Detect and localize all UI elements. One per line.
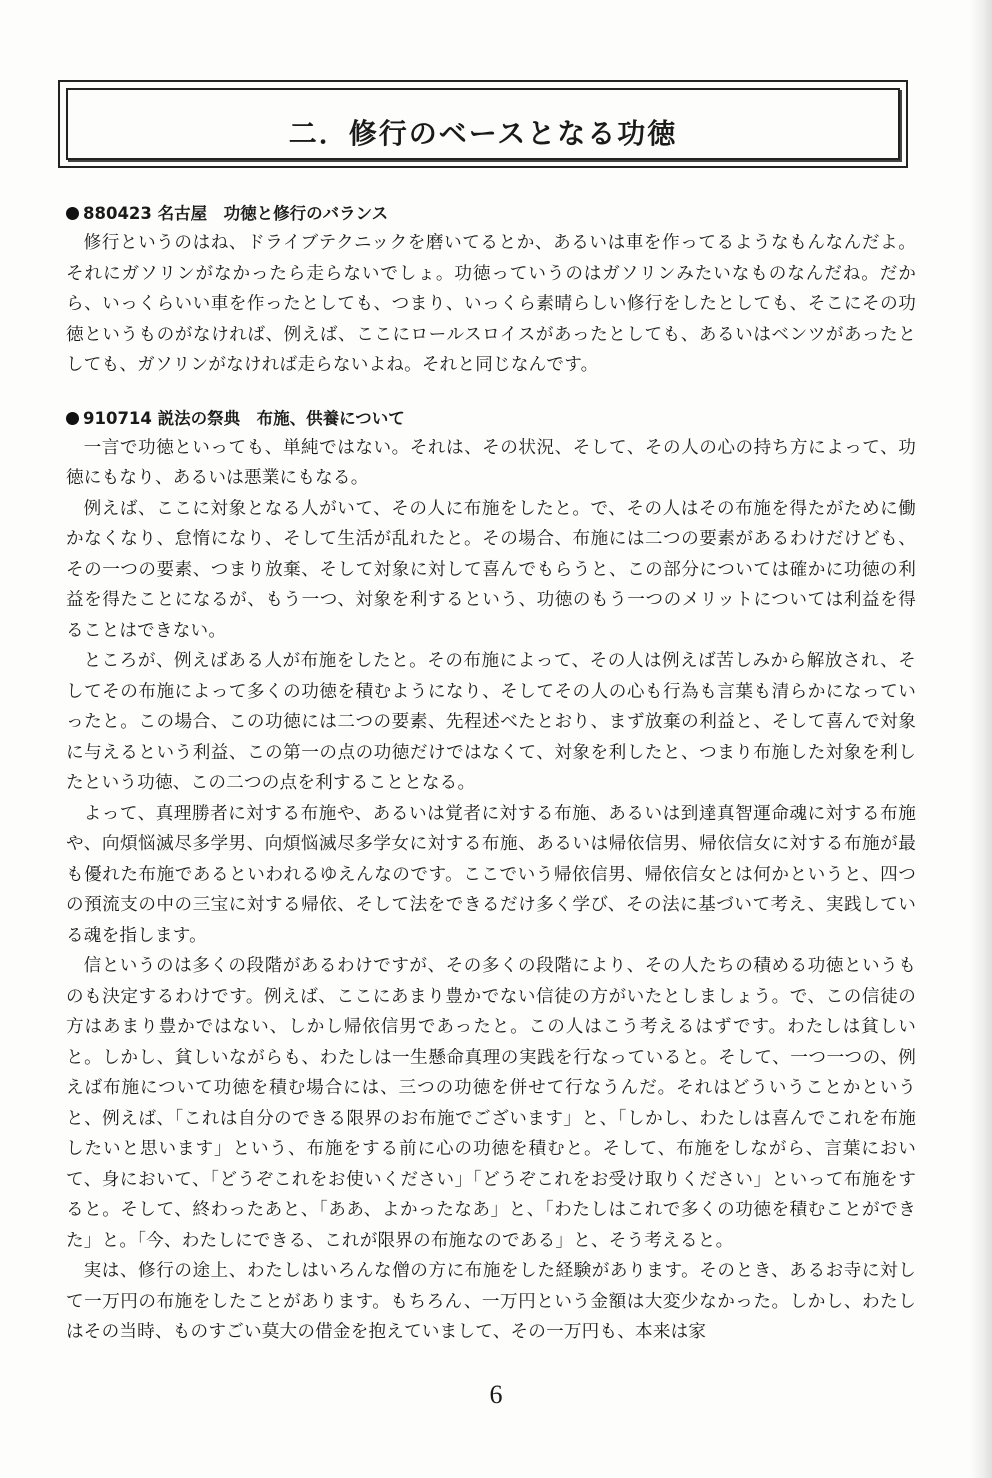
scan-edge-shadow — [970, 0, 992, 1478]
section-heading-text: 880423 名古屋 功徳と修行のバランス — [83, 204, 389, 223]
chapter-title-frame — [58, 80, 908, 168]
section-2 — [66, 405, 916, 1348]
page-content — [66, 200, 916, 1348]
paragraph: 例えば、ここに対象となる人がいて、その人に布施をしたと。で、その人はその布施を得たがために働かなくなり、怠惰になり、そして生活が乱れたと。その場合、布施には二つの要素があるわけだけども、その一つの要素、つまり放棄、そして対象に対して喜んでもらうと、この部分については確かに功徳の利益を得たことになるが、もう一つ、対象を利するという、功徳のもう一つのメリットについては利益を得ることはできない。 — [66, 498, 916, 641]
section-gap — [66, 381, 916, 405]
section-1 — [66, 200, 916, 381]
section-heading — [66, 200, 916, 228]
page-number: 6 — [489, 1380, 503, 1409]
paragraph: よって、真理勝者に対する布施や、あるいは覚者に対する布施、あるいは到達真智運命魂に対する布施や、向煩悩滅尽多学男、向煩悩滅尽多学女に対する布施、あるいは帰依信男、帰依信女に対する布施が最も優れた布施であるといわれるゆえんなのです。ここでいう帰依信男、帰依信女とは何かというと、四つの預流支の中の三宝に対する帰依、そして法をできるだけ多く学び、その法に基づいて考え、実践している魂を指します。 — [66, 803, 916, 946]
chapter-title: 二．修行のベースとなる功徳 — [288, 117, 678, 150]
bullet-icon — [66, 412, 79, 425]
paragraph: 信というのは多くの段階があるわけですが、その多くの段階により、その人たちの積める功徳というものも決定するわけです。例えば、ここにあまり豊かでない信徒の方がいたとしましょう。で、この信徒の方はあまり豊かではない、しかし帰依信男であったと。この人はこう考えるはずです。わたしは貧しいと。しかし、貧しいながらも、わたしは一生懸命真理の実践を行なっていると。そして、一つ一つの、例えば布施について功徳を積む場合には、三つの功徳を併せて行なうんだ。それはどういうことかというと、例えば、「これは自分のできる限界のお布施でございます」と、「しかし、わたしは喜んでこれを布施したいと思います」という、布施をする前に心の功徳を積むと。そして、布施をしながら、言葉において、身において、「どうぞこれをお使いください」「どうぞこれをお受け取りください」といって布施をすると。そして、終わったあと、「ああ、よかったなあ」と、「わたしはこれで多くの功徳を積むことができた」と。「今、わたしにできる、これが限界の布施なのである」と、そう考えると。 — [66, 956, 916, 1251]
section-heading-text: 910714 説法の祭典 布施、供養について — [83, 408, 405, 428]
paragraph: 実は、修行の途上、わたしはいろんな僧の方に布施をした経験があります。そのとき、あるお寺に対して一万円の布施をしたことがあります。もちろん、一万円という金額は大変少なかった。しかし、わたしはその当時、ものすごい莫大の借金を抱えていまして、その一万円も、本来は家 — [66, 1261, 916, 1342]
paragraph: ところが、例えばある人が布施をしたと。その布施によって、その人は例えば苦しみから解放され、そしてその布施によって多くの功徳を積むようになり、そしてその人の心も行為も言葉も清らかになっていったと。この場合、この功徳には二つの要素、先程述べたとおり、まず放棄の利益と、そして喜んで対象に与えるという利益、この第一の点の功徳だけではなくて、対象を利したと、つまり布施した対象を利したという功徳、この二つの点を利することとなる。 — [66, 651, 916, 793]
paragraph: 修行というのはね、ドライブテクニックを磨いてるとか、あるいは車を作ってるようなもんなんだよ。それにガソリンがなかったら走らないでしょ。功徳っていうのはガソリンみたいなものなんだね。だから、いっくらいい車を作ったとしても、つまり、いっくら素晴らしい修行をしたとしても、そこにその功徳というものがなければ、例えば、ここにロールスロイスがあったとしても、あるいはベンツがあったとしても、ガソリンがなければ走らないよね。それと同じなんです。 — [66, 233, 916, 375]
chapter-title-inner-frame — [66, 88, 900, 160]
bullet-icon — [66, 207, 79, 220]
paragraph: 一言で功徳といっても、単純ではない。それは、その状況、そして、その人の心の持ち方によって、功徳にもなり、あるいは悪業にもなる。 — [66, 437, 916, 488]
section-heading — [66, 405, 916, 433]
